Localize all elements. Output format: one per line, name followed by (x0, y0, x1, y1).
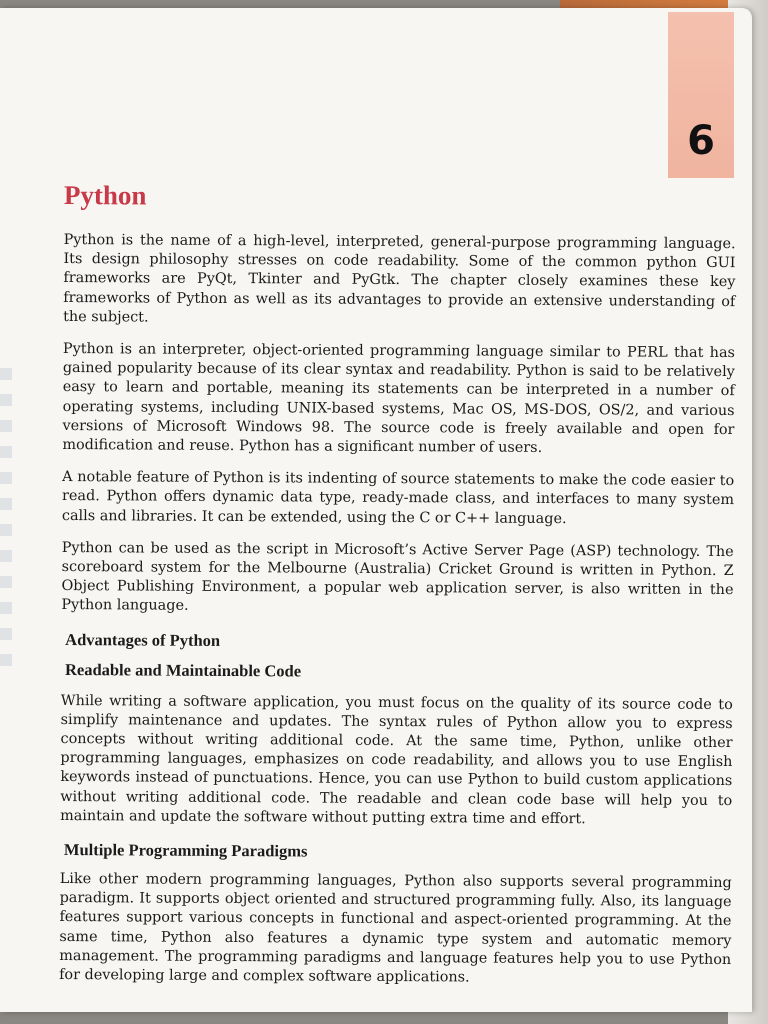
subsection-heading-paradigms: Multiple Programming Paradigms (63, 840, 308, 861)
intro-paragraph-4: Python can be used as the script in Microsoft’s Active Server Page (ASP) technology. The scoreboard system for the Melbourne (Australia) Cricket Ground is written in Python. Z Object Publishing Environment, a popular web application server, is also written in the Python language. (61, 539, 734, 615)
subsection-heading-readable: Readable and Maintainable Code (64, 659, 302, 681)
chapter-number: 6 (687, 118, 715, 164)
readable-paragraph: While writing a software application, you must focus on the quality of its source code to simplify maintenance and updates. The syntax rules of Python allow you to express concepts without writing additional code. At the same time, Python, unlike other programming languages, emphasizes on code readability, and allows you to use English keywords instead of punctuations. Hence, you can use Python to build custom applications without writing additional code. The readable and clean code base will help you to maintain and update the software without putting extra time and effort. (60, 692, 733, 828)
page-content (59, 178, 736, 1002)
intro-paragraph-3: A notable feature of Python is its indenting of source statements to make the code easier to read. Python offers dynamic data type, ready-made class, and interfaces to many system calls and libraries. It can be extended, using the C or C++ language. (61, 469, 735, 527)
paradigms-paragraph: Like other modern programming languages, Python also supports several programming paradigm. It supports object oriented and structured programming fully. Also, its language features support various concepts in functional and aspect-oriented programming. At the same time, Python also features a dynamic type system and automatic memory management. The programming paradigms and language features help you to use Python for developing large and complex software applications. (59, 871, 732, 986)
spine-shadow (0, 368, 12, 668)
book-page (0, 8, 752, 1012)
intro-paragraph-1: Python is the name of a high-level, interpreted, general-purpose programming language. Its design philosophy stresses on code readability. Some of the common python GUI frameworks are PyQt, Tkinter and PyGtk. The chapter closely examines these key frameworks of Python as well as its advantages to provide an extensive understanding of the subject. (63, 231, 736, 326)
chapter-tab (668, 12, 734, 178)
section-heading-advantages: Advantages of Python (65, 629, 221, 650)
chapter-title: Python (63, 179, 147, 211)
intro-paragraph-2: Python is an interpreter, object-oriented programming language similar to PERL that has gained popularity because of its clear syntax and readability. Python is said to be relatively easy to learn and portable, meaning its statements can be interpreted in a number of operating systems, including UNIX-based systems, Mac OS, MS-DOS, OS/2, and various versions of Microsoft Windows 98. The source code is freely available and open for modification and reuse. Python has a significant number of users. (62, 341, 735, 456)
